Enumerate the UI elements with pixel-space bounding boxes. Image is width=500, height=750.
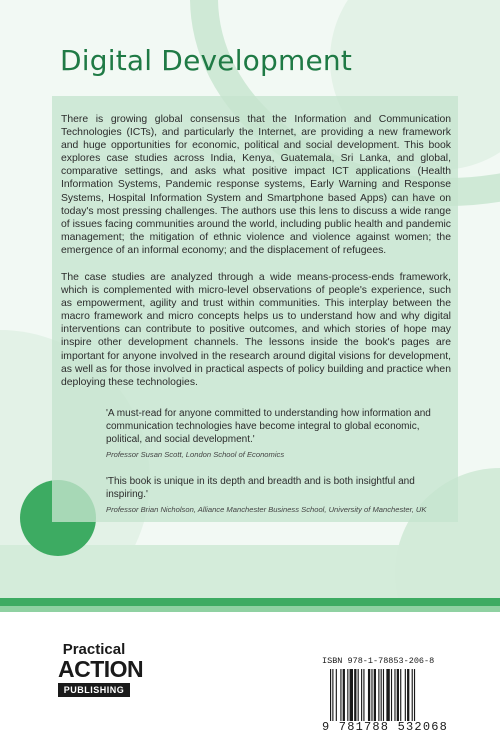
- blurb-paragraph-1: There is growing global consensus that the Information and Communication Technologies (ICTs), and particularly the Internet, are providing a new framework and huge opportunities for economic, political and social development. This book explores case studies across India, Kenya, Guatemala, Sri Lanka, and global, comparative settings, and asks what positive impact ICT applications (Health Information Systems, Pandemic response systems, Early Warning and Response Systems, Hospital Information System and Smartphone based Apps) can have on today's most pressing challenges. The authors use this lens to discuss a wide range of issues facing communities around the world, including public health and pandemic management; the mitigation of ethnic violence and violence against women; the emergence of an informal economy; and the displacement of refugees.: [61, 114, 451, 256]
- publisher-logo-line-1: Practical: [62, 641, 126, 658]
- barcode-icon: [330, 669, 448, 721]
- barcode-digits: 9 781788 532068: [322, 720, 449, 734]
- isbn-label: ISBN 978-1-78853-206-8: [322, 656, 435, 666]
- blurb-paragraph-2: The case studies are analyzed through a wide means-process-ends framework, which is complemented with micro-level observations of people's experience, such as empowerment, agility and trust within communities. This interplay between the macro framework and micro concepts helps us to understand how and why digital interventions can contribute to positive outcomes, and which stories of hope may inspire other development channels. The lessons inside the book's pages are important for anyone involved in the research around digital visions for development, as well as for those involved in practical aspects of policy building and practice when deploying these technologies.: [61, 272, 451, 388]
- endorsement-quote: 'This book is unique in its depth and breadth and is both insightful and inspiring.': [106, 476, 415, 501]
- light-green-stripe: [0, 606, 500, 612]
- publisher-logo: [58, 641, 144, 697]
- publisher-logo-line-3: PUBLISHING: [58, 683, 130, 697]
- endorsement-attribution: Professor Susan Scott, London School of Economics: [106, 450, 285, 460]
- publisher-logo-line-2: ACTION: [58, 656, 144, 682]
- isbn-barcode-block: [322, 656, 450, 734]
- endorsement-2: [106, 475, 446, 514]
- endorsement-1: [106, 407, 446, 459]
- endorsement-quote: 'A must-read for anyone committed to understanding how information and communication technologies have become integral to global economic, political, and social development.': [106, 408, 431, 446]
- green-stripe: [0, 598, 500, 606]
- endorsement-attribution: Professor Brian Nicholson, Alliance Manchester Business School, University of Manchester, UK: [106, 505, 427, 515]
- book-title: Digital Development: [60, 44, 353, 77]
